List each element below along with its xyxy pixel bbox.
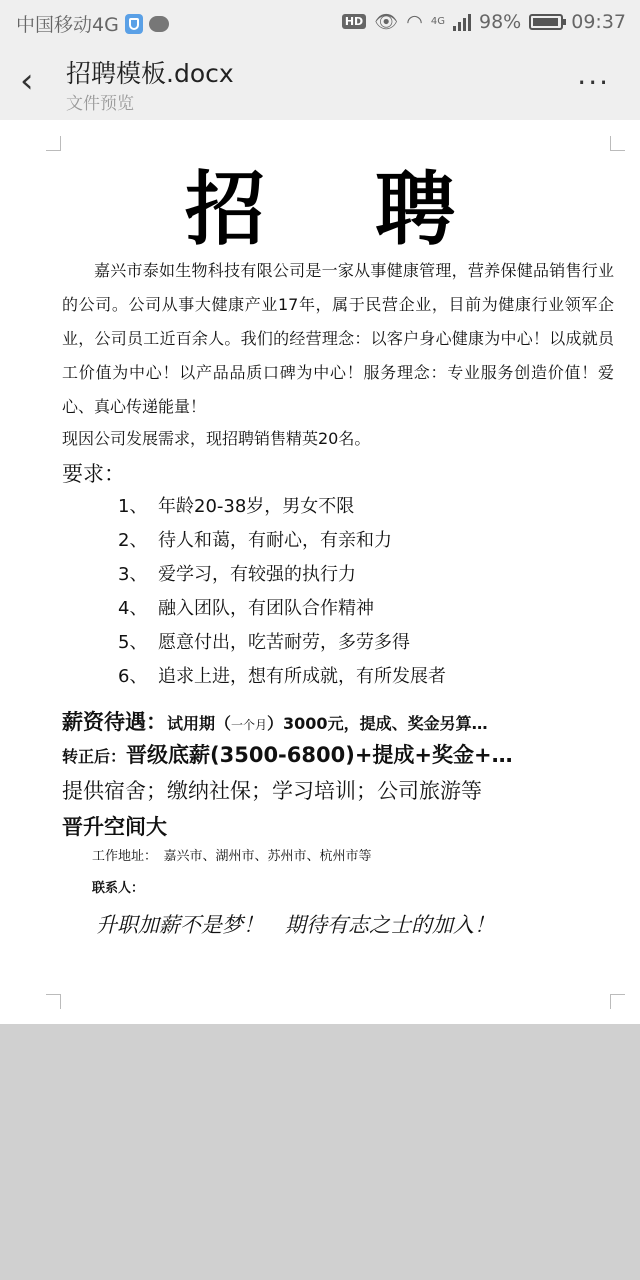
hd-icon: HD [342,14,366,29]
salary-month: 一个月 [231,718,268,732]
network-label: 4G [430,16,445,27]
corner-mark [46,136,61,151]
list-item [118,524,446,558]
item-text: 愿意付出，吃苦耐劳，多劳多得 [158,632,410,653]
hiring-need: 现因公司发展需求，现招聘销售精英20名。 [62,429,371,448]
empty-background [0,1024,640,1280]
carrier-label: 中国移动4G [16,14,119,36]
chevron-left-icon[interactable]: ‹ [20,61,34,101]
list-item [118,626,446,660]
item-text: 追求上进，想有所成就，有所发展者 [158,666,446,687]
file-title: 招聘模板.docx [66,59,234,88]
document-title [0,164,640,254]
formal-value: 晋级底薪(3500-6800)+提成+奖金+… [126,743,513,767]
salary-label: 薪资待遇： [62,710,167,734]
more-options-icon[interactable]: ··· [577,66,610,99]
benefits-line: 提供宿舍；缴纳社保；学习培训；公司旅游等 [62,779,482,803]
file-subtitle: 文件预览 [66,94,134,114]
salary-line [62,706,488,741]
title-char-left: 招 [185,162,375,256]
title-char-right: 聘 [375,162,565,256]
item-number: 5、 [118,632,148,653]
salary-rest: ）3000元，提成、奖金另算… [267,714,488,733]
contact-label: 联系人： [92,881,145,896]
item-text: 融入团队，有团队合作精神 [158,598,374,619]
battery-icon [529,14,563,30]
list-item [118,660,446,694]
shield-icon [125,14,143,34]
salary-trial: 试用期（ [167,714,232,733]
item-number: 6、 [118,666,148,687]
intro-paragraph: 嘉兴市泰如生物科技有限公司是一家从事健康管理，营养保健品销售行业的公司。公司从事大健康产业17年，属于民营企业，目前为健康行业领军企业，公司员工近百余人。我们的经营理念：以客户身心健康为中心！以成就员工价值为中心！以产品品质口碑为中心！服务理念：专业服务创造价值！爱心、真心传递能量！ [62,261,614,416]
chat-bubble-icon [149,16,169,32]
item-text: 爱学习，有较强的执行力 [158,564,356,585]
requirements-heading: 要求： [62,462,125,486]
item-number: 2、 [118,530,148,551]
eye-icon: 👁 [374,11,399,33]
status-bar [0,0,640,44]
item-number: 4、 [118,598,148,619]
item-text: 年龄20-38岁，男女不限 [158,496,355,517]
corner-mark [46,994,61,1009]
item-text: 待人和蔼，有耐心，有亲和力 [158,530,392,551]
requirements-list [118,490,446,694]
formal-label: 转正后： [62,747,127,766]
slogan: 升职加薪不是梦！ 期待有志之士的加入！ [96,913,495,937]
corner-mark [610,136,625,151]
document-page[interactable] [0,120,640,1024]
signal-icon [453,13,471,31]
formal-salary-line [62,738,513,774]
promotion-line: 晋升空间大 [62,815,167,839]
list-item [118,592,446,626]
item-number: 1、 [118,496,148,517]
nav-bar [0,44,640,120]
list-item [118,490,446,524]
corner-mark [610,994,625,1009]
wifi-icon: ◠ [406,10,423,33]
item-number: 3、 [118,564,148,585]
work-address: 工作地址： 嘉兴市、湖州市、苏州市、杭州市等 [92,849,372,864]
list-item [118,558,446,592]
clock: 09:37 [571,10,626,33]
battery-percent: 98% [479,10,522,33]
